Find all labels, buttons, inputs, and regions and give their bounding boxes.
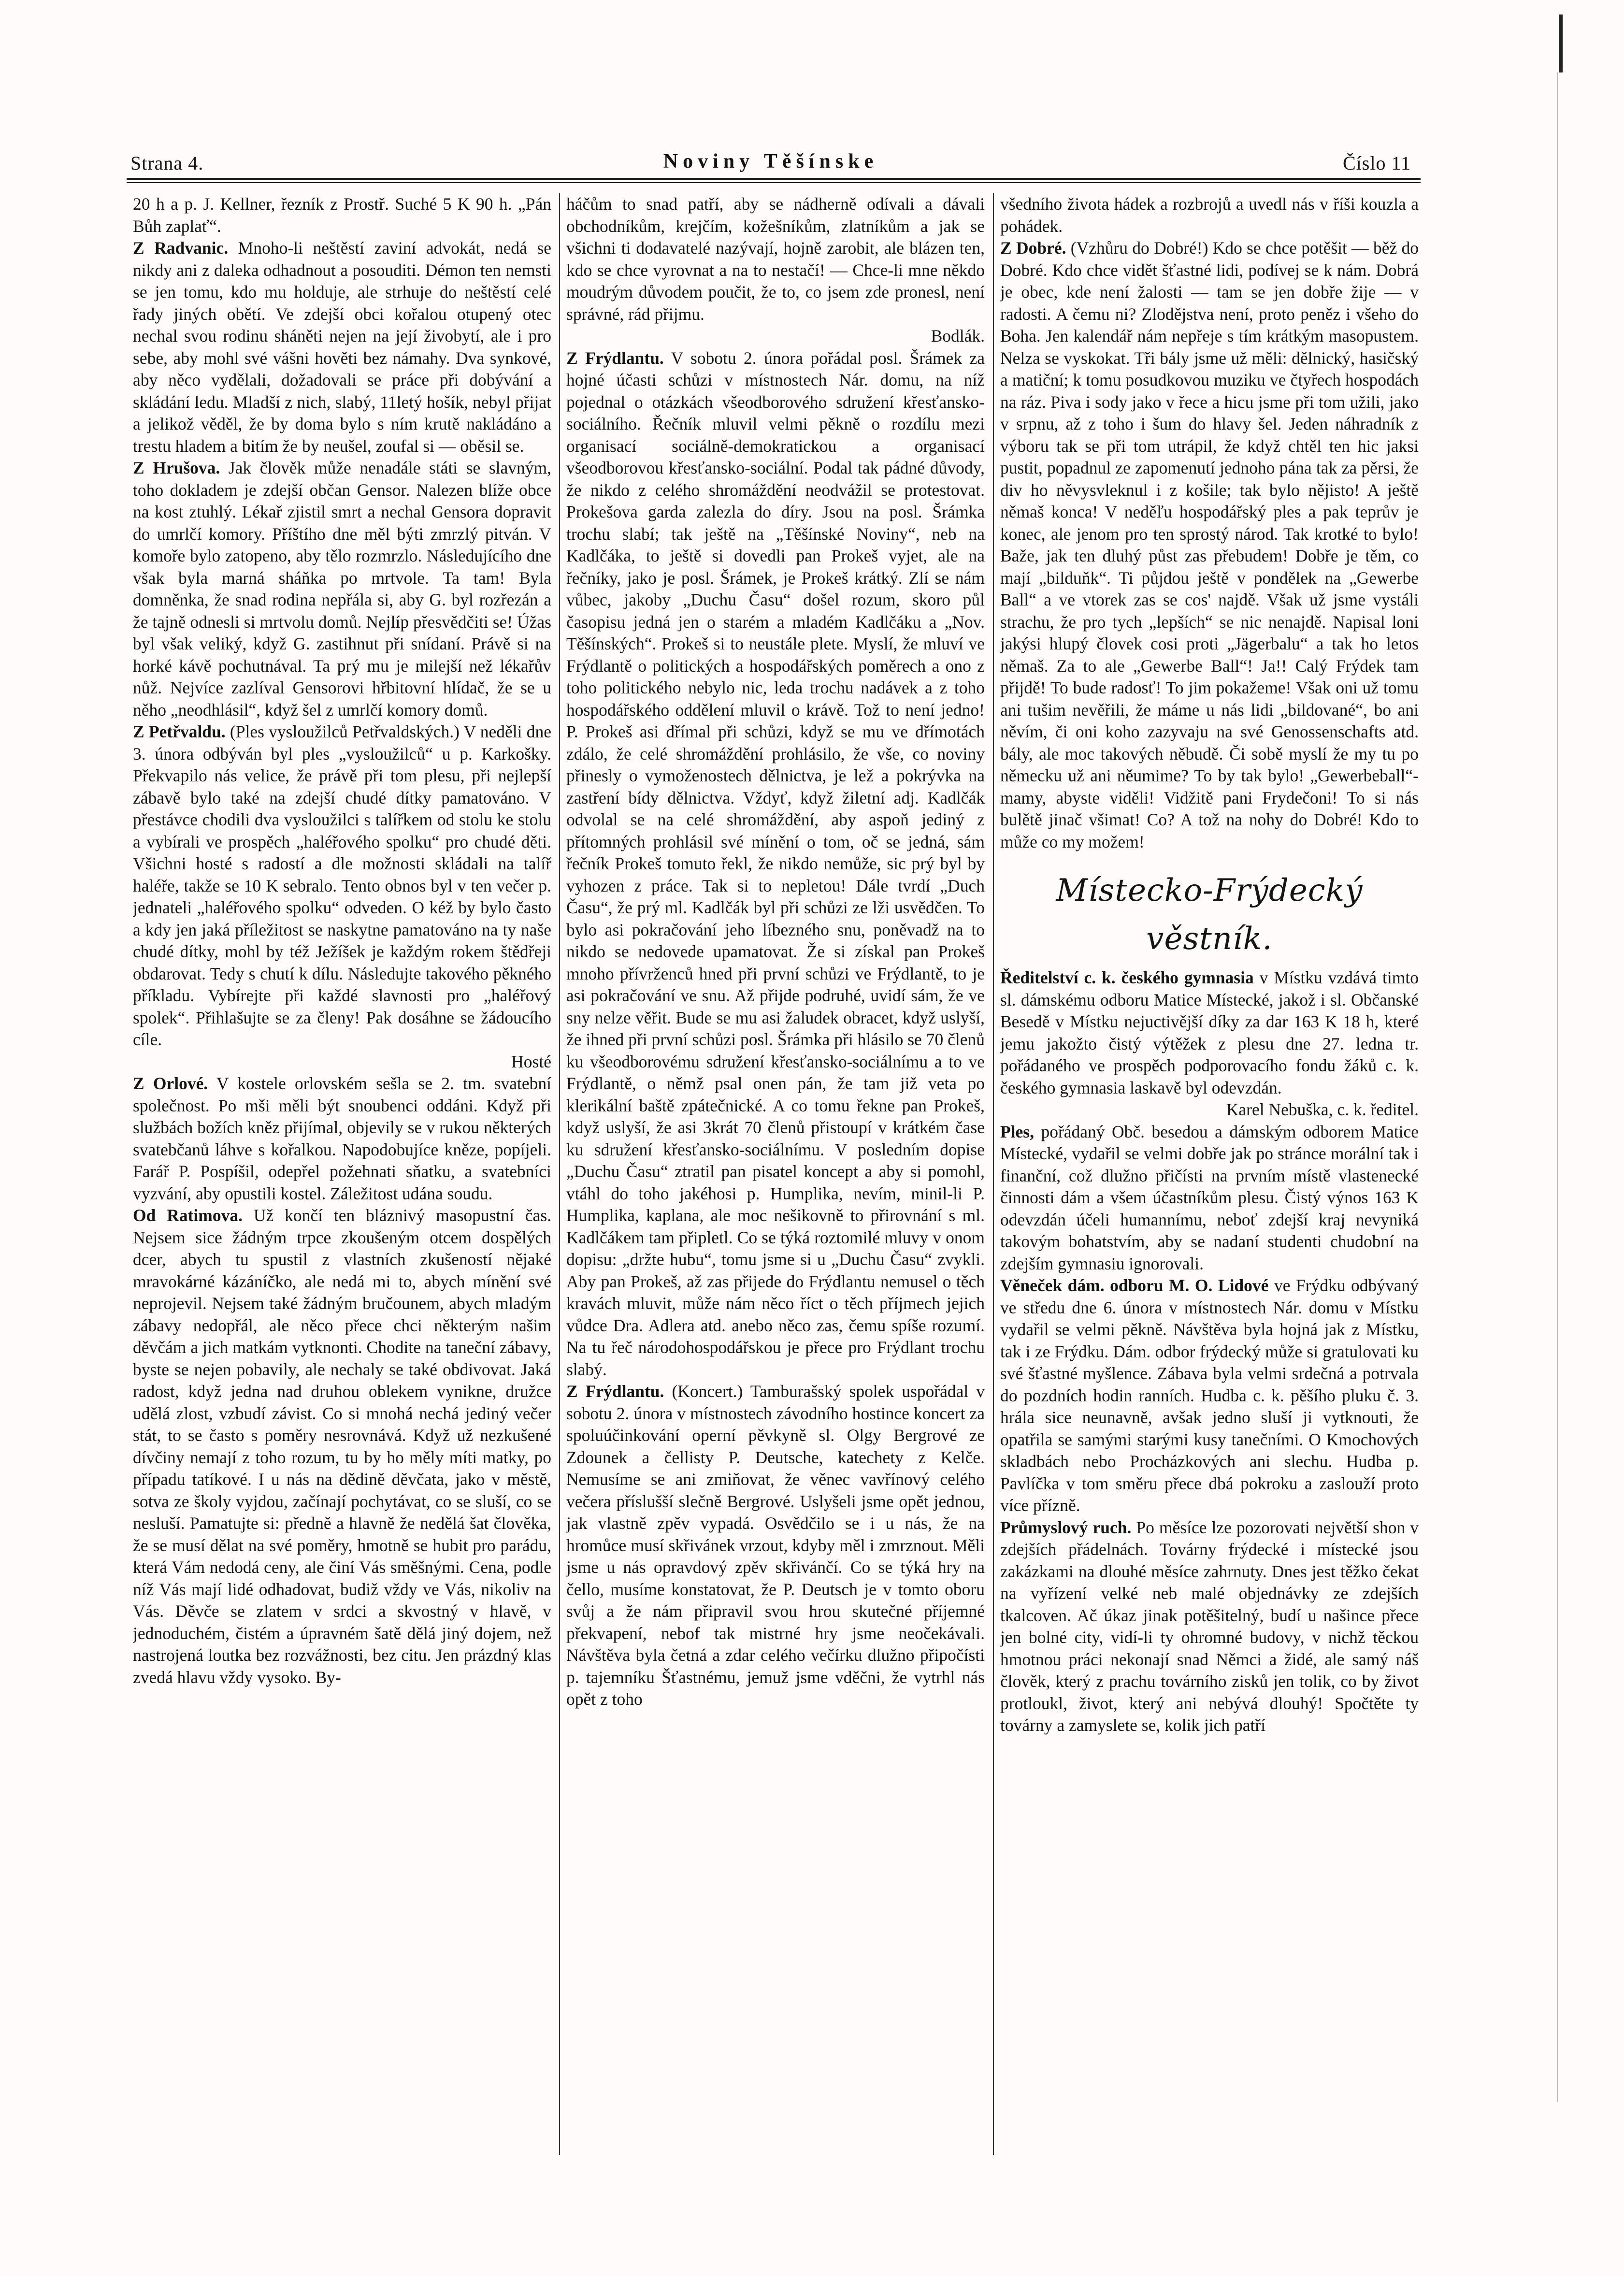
article-paragraph xyxy=(1000,193,1419,237)
article-paragraph xyxy=(1000,1121,1419,1275)
header-rule-thin xyxy=(127,182,1421,183)
article-paragraph xyxy=(566,347,985,1381)
article-text: (Vzhůru do Dobré!) Kdo se chce potěšit — běž do Dobré. Kdo chce vidět šťastné lidi, podívej se k nám. Dobrá je obec, kde není žalosti — tam se jen dobře žije — v radosti. A čemu ni? Zlodějstva není, proto peněz i všeho do Boha. Jen kalendář nám nepřeje s tím krátkým masopustem. Nelza se vyskokat. Tři bály jsme už měli: dělnický, hasičský a matiční; k tomu posudkovou muziku ve čtyřech hospodách na ráz. Piva i sody jako v řece a hicu jsme při tom užili, jako v srpnu, až z toho i šum do hlavy šel. Jeden náhradník z výboru tak se při tom utrápil, že když chtěl ten hic jaksi pustit, popadnul ze zapomenutí jednoho pána tak za pěrsi, že div ho něvysvleknul i z košile; tak bylo nějisto! A ještě němaš konca! V neděľu hospodářský ples a pak teprův je konec, ale jenom pro ten sprostý národ. Tak krotké to bylo! Baže, jak ten dluhý půst zas přebudem! Dobře je těm, co mají „bilduňk“. Ti půjdou ještě v pondělek na „Gewerbe Ball“ a ve vtorek zas se cos' najdě. Však už jsme vystáli strachu, že pro tych „lepších“ se nic nenajdě. Napisal loni jakýsi hlupý človek cosi proti „Jägerbalu“ a tak ho letos němaš. Za to ale „Gewerbe Ball“! Ja!! Calý Frýdek tam přijdě! To bude radosť! To jim pokažeme! Však oni už tomu ani tušim nevěřili, že máme u nás lidi „bildované“, bo ani něvím, či oni koho zazyvaju na své Genossenschafts atd. bály, ale moc takových něbudě. Či sobě myslí že my tu po německu už ani něumime? To by tak bylo! „Gewerbeball“-mamy, abyste viděli! Vidžitě pani Frydečoni! To si nás bulětě jinač všimat! Co? A tož na nohy do Dobré! Kdo to může co my možem! xyxy=(1000,238,1419,851)
article-text: Mnoho-li neštěstí zaviní advokát, nedá se nikdy ani z daleka odhadnout a posouditi. Démon ten nemsti se jen tomu, kdo mu holduje, ale strhuje do neštěstí celé řady jiných obětí. Ve zdejší obci kořalou otupený otec nechal svou rodinu sháněti nejen na její živobytí, ale i pro sebe, aby mohl své vášni hověti bez námahy. Dva synkové, aby něco vydělali, dožadovali se práce při dobývání a skládání ledu. Mladší z nich, slabý, 11letý hošík, nebyl přijat a jelikož věděl, že by doma bylo s ním krutě nakládáno a trestu hladem a bitím že by neušel, zoufal si — oběsil se. xyxy=(133,238,551,456)
article-text: všedního života hádek a rozbrojů a uvedl nás v říši kouzla a pohádek. xyxy=(1000,194,1419,236)
article-heading: Ples, xyxy=(1000,1122,1034,1141)
column-1 xyxy=(133,193,551,2165)
article-heading: Z Hrušova. xyxy=(133,458,220,477)
article-paragraph xyxy=(1000,967,1419,1121)
section-title: Místecko-Frýdecký věstník. xyxy=(1056,873,1363,957)
article-text: V kostele orlovském sešla se 2. tm. svatební společnost. Po mši měli být snoubenci oddáni. Když při službách božích kněz přijímal, objevily se v rukou některých svatebčanů láhve s kořalkou. Napodobujíce kněze, popíjeli. Farář P. Pospíšil, odepřel požehnati sňatku, a svatebníci vyzvání, aby opustili kostel. Záležitost udána soudu. xyxy=(133,1074,551,1203)
article-paragraph xyxy=(566,193,985,347)
article-text: V sobotu 2. února pořádal posl. Šrámek za hojné účasti schůzi v místnostech Nár. domu, na níž pojednal o otázkách všeodborového sdružení křesťansko-sociálního. Řečník mluvil velmi pěkně o rozdílu mezi organisací sociálně-demokratickou a organisací všeodborovou křesťansko-sociální. Podal tak pádné důvody, že nikdo z celého shromáždění neodvážil se protestovat. Prokešova garda zalezla do díry. Jsou na posl. Šrámka trochu slabí; tak ještě na „Těšínské Noviny“, neb na Kadlčáka, to ještě si dovedli pan Prokeš vyjet, ale na řečníky, jako je posl. Šrámek, je Prokeš krátký. Zlí se nám vůbec, jakoby „Duchu Času“ došel rozum, skoro půl časopisu jedná jen o starém a mladém Kadlčáku a „Nov. Těšínských“. Prokeš si to neustále plete. Myslí, že mluví ve Frýdlantě o politických a hospodářských poměrech a ono z toho politického nebylo nic, leda trochu nadávek a z toho hospodářského oddělení mluvil o krávě. Tož to není jedno! P. Prokeš asi dřímal při schůzi, když se mu ve dřímotách zdálo, že celé shromáždění prohlásilo, že vše, co noviny přinesly o vymoženostech dělnictva, je lež a pokrývka na zastření bídy dělnictva. Vždyť, když žiletní adj. Kadlčák odvolal se na celé shromáždění, aby aspoň jediný z přítomných prohlásil své mínění o tom, oč se jedná, sám řečník Prokeš tomuto řekl, že nikdo nemůže, sic prý byl by vyhozen z práce. Tak si to nepletou! Dále tvrdí „Duch Času“, že prý ml. Kadlčák byl při schůzi ze lži usvědčen. To bylo asi pokračování jeho líbezného snu, poněvadž na to nikdo se nedovede upamatovat. Že si získal pan Prokeš mnoho přívrženců hned při první schůzi ve Frýdlantě, to je asi pokračování ve snu. Až přijde podruhé, uvidí sám, že ve sny nelze věřit. Bude se mu asi žaludek obracet, když uslyší, že ihned při první schůzi posl. Šrámka při hlásilo se 70 členů ku všeodborovému sdružení křesťansko-sociálnímu a to ve Frýdlantě, o němž psal onen pán, že tam již veta po klerikální baště zpátečnické. A co tomu řekne pan Prokeš, když uslyší, že asi 3krát 70 členů přistoupí v krátkém čase ku sdružení křesťansko-sociálnímu. V posledním dopise „Duchu Času“ ztratil pan pisatel koncept a aby si pomohl, vtáhl do toho jakéhosi p. Humplika, nevím, minil-li P. Humplika, kaplana, ale moc nešikovně to přirovnání s ml. Kadlčákem tam připletl. Co se týká roztomilé mluvy v onom dopisu: „držte hubu“, tomu jsme si u „Duchu Času“ zvykli. Aby pan Prokeš, až zas přijede do Frýdlantu nemusel o těch kravách mluvit, může nám něco říct o těch příjmech jejich vůdce Dra. Adlera atd. anebo něco zas, čemu spíše rozumí. Na tu řeč národohospodářskou je přece pro Frýdlant trochu slabý. xyxy=(566,348,985,1379)
article-signature: Hosté xyxy=(511,1052,551,1071)
column-rule xyxy=(559,193,560,2155)
article-heading: Z Dobré. xyxy=(1000,238,1066,258)
page-header xyxy=(130,144,1411,183)
article-paragraph xyxy=(1000,1517,1419,1737)
article-paragraph xyxy=(133,237,551,457)
article-signature: Bodlák. xyxy=(931,326,985,346)
article-heading: Z Frýdlantu. xyxy=(566,1382,664,1401)
article-paragraph xyxy=(133,1073,551,1205)
article-heading: Průmyslový ruch. xyxy=(1000,1517,1132,1537)
article-text: 20 h a p. J. Kellner, řezník z Prostř. Suché 5 K 90 h. „Pán Bůh zaplať“. xyxy=(133,194,551,236)
article-paragraph xyxy=(133,1205,551,1688)
article-paragraph xyxy=(566,1381,985,1711)
article-text: pořádaný Obč. besedou a dámským odborem Matice Místecké, vydařil se velmi dobře jak po stránce morální tak i finanční, což dlužno přičísti na prvním místě vlastenecké činnosti dám a všem účastníkům plesu. Čistý výnos 163 K odevzdán účeli humannímu, neboť zdejší kraj nevyniká takovým bohatstvím, aby se nadaní studenti chudobní na zdejším gymnasiu ignorovali. xyxy=(1000,1122,1419,1273)
article-paragraph xyxy=(133,457,551,721)
article-text: (Ples vysloužilců Petřvaldských.) V neděli dne 3. února odbýván byl ples „vysloužilců“ u p. Karkošky. Překvapilo nás velice, že právě při tom plesu, při nejlepší zábavě bylo také na zdejší chudé dítky pamatováno. V přestávce chodili dva vysloužilci s talířkem od stolu ke stolu a vybírali ve prospěch „haléřového spolku“ pro chudé děti. Všichni hosté s radostí a dle možnosti skládali na talíř haléře, takže se 10 K sebralo. Tento obnos byl v ten večer p. jednateli „haléřového spolku“ odveden. O kéž by bylo často a kdy jen jaká příležitost se naskytne pamatováno na ty naše chudé dítky, mohl by též Ježíšek je každým rokem štědřeji obdarovat. Tedy s chutí k dílu. Následujte takového pěkného příkladu. Vybírejte při každé slavnosti pro „haléřový spolek“. Přihlašujte se za členy! Pak dosáhne se žádoucího cíle. xyxy=(133,722,551,1049)
header-rule xyxy=(127,178,1421,180)
article-heading: Z Radvanic. xyxy=(133,238,229,258)
article-heading: Z Orlové. xyxy=(133,1074,208,1093)
article-heading: Věneček dám. odboru M. O. Lidové xyxy=(1000,1276,1269,1295)
article-text: háčům to snad patří, aby se nádherně odívali a dávali obchodníkům, krejčím, kožešníkům, zlatníkům a jak se všichni ti dodavatelé nazývají, hojně zarobit, ale blázen ten, kdo se chce vyrovnat a na to nestačí! — Chce-li mne někdo moudrým důvodem poučit, že to, co jsem zde pronesl, není správné, rád přijmu. xyxy=(566,194,985,324)
column-2 xyxy=(566,193,985,2165)
article-signature: Karel Nebuška, c. k. ředitel. xyxy=(1226,1100,1419,1119)
scan-edge-line xyxy=(1557,72,1558,2102)
article-paragraph xyxy=(1000,237,1419,853)
article-text: v Místku vzdává timto sl. dámskému odboru Matice Místecké, jakož i sl. Občanské Besedě v Místku nejuctivější díky za dar 163 K 18 h, které jemu jakožto čistý výtěžek z plesu dne 27. ledna tr. pořádaného ve prospěch podporovacího fondu žáků c. k. českého gymnasia laskavě byl odevzdán. xyxy=(1000,968,1419,1097)
article-text: Po měsíce lze pozorovati největší shon v zdejších přádelnách. Továrny frýdecké i místecké jsou zakázkami na dlouhé měsíce zahrnuty. Dnes jest těžko čekat na vyřízení velké neb malé objednávky ze zdejších tkalcoven. Ač úkaz jinak potěšitelný, budí u našince přece jen bolné city, vidí-li ty ohromné budovy, v nichž těckou hmotnou práci nekonají snad Němci a židé, ale samý náš člověk, který z prachu továrního zisků jen tolik, co by život protloukl, život, který ani nebývá dlouhý! Spočtěte ty továrny a zamyslete se, kolik jich patří xyxy=(1000,1517,1419,1735)
column-3 xyxy=(1000,193,1419,2165)
article-text: ve Frýdku odbývaný ve středu dne 6. února v místnostech Nár. domu v Místku vydařil se velmi pěkně. Návštěva byla hojná jak z Místku, tak i ze Frýdku. Dám. odbor frýdecký může si gratulovati ku své šťastné myšlence. Zábava byla velmi srdečná a potrvala do pozdních hodin ranních. Hudba c. k. pěšího pluku č. 3. hrála sice neunavně, avšak jedno sluší ji vytknouti, že opatřila se samými starými kusy tanečními. O Kmochových skladbách nebo Procházkových ani slechu. Hudba p. Pavlíčka v tom směru přece dbá pokroku a zaslouží proto více přízně. xyxy=(1000,1276,1419,1515)
article-paragraph xyxy=(133,193,551,237)
article-paragraph xyxy=(133,721,551,1073)
article-text: (Koncert.) Tamburašský spolek uspořádal v sobotu 2. února v místnostech závodního hostince koncert za spoluúčinkování operní pěvkyně sl. Olgy Bergrové ze Zdounek a čellisty P. Deutsche, katechety z Kelče. Nemusíme se ani zmiňovat, že věnec vavřínový celého večera příslušší slečně Bergrové. Uslyšeli jsme opět jednou, jak vlastně zpěv vypadá. Osvědčilo se i u nás, že na hromůce musí skřivánek vrzout, kdyby měl i zmrznout. Měli jsme u nás opravdový zpěv skřivánčí. Co se týká hry na čello, musíme konstatovat, že P. Deutsch je v tomto oboru svůj a že nám připravil svou hrou skutečné příjemné překvapení, nebof tak mistrné hry jsme neočekávali. Návštěva byla četná a zdar celého večírku dlužno připočísti p. tajemníku Šťastnému, jemuž jsme vděčni, že vytrhl nás opět z toho xyxy=(566,1382,985,1709)
article-text: Už končí ten bláznivý masopustní čas. Nejsem sice žádným trpce zkoušeným otcem dospělých dcer, abych tu spustil z vlastních zkušeností nějaké mravokárné kázáníčko, ale nedá mi to, abych mínění své neprojevil. Nejsem také žádným bručounem, abych mladým zábavy nedopřál, ale něco přece chci některým našim děvčám a jich matkám vytknonti. Chodite na taneční zábavy, byste se nejen pobavily, ale nechaly se také obdivovat. Jaká radost, když jedna nad druhou oblekem vynikne, družce udělá zlost, vzbudí závist. Co si mnohá nechá jediný večer stát, to se často s poměry nesrovnává. Když už nezkušené dívčiny nemají z toho rozum, tu by ho měly míti matky, po případu tatíkové. I u nás na dědině děvčata, jako v městě, sotva ze školy vyjdou, začínají pochytávat, co se sluší, co se nesluší. Pamatujte si: předně a hlavně že nedělá šat člověka, že se musí dělat na své poměry, hmotně se hubit pro parádu, která Vám nedodá ceny, ale činí Vás směšnými. Cena, podle níž Vás mají lidé odhadovat, budiž vždy ve Vás, nikoliv na Vás. Děvče se zlatem v srdci a skvostný v hlavě, v jednoduchém, čistém a úpravném šatě dělá jiný dojem, než nastrojená loutka bez rozvážnosti, bez citu. Jen prázdný klas zvedá hlavu vždy vysoko. By- xyxy=(133,1206,551,1687)
column-rule xyxy=(993,193,994,2155)
newspaper-title: Noviny Těšínske xyxy=(663,150,878,173)
article-heading: Z Petřvaldu. xyxy=(133,722,226,741)
scan-edge-mark xyxy=(1559,14,1563,72)
issue-number: Číslo 11 xyxy=(1343,152,1411,174)
page-number: Strana 4. xyxy=(130,152,204,174)
article-text: Jak člověk může nenadále státi se slavným, toho dokladem je zdejší občan Gensor. Nalezen blíže obce na kost ztuhlý. Lékař zjistil smrt a nechal Gensora dopravit do umrlčí komory. Příštího dne měl býti zmrzlý pitván. V komoře bylo zatopeno, aby tělo rozmrzlo. Následujícího dne však byla marná sháňka po mrtvole. Ta tam! Byla domněnka, že snad rodina nepřála si, aby G. byl rozřezán a že tajně odnesli si mrtvolu domů. Nejlíp přesvědčiti se! Úžas byl však veliký, když G. zastihnut při snídaní. Právě si na horké kávě pochutnával. Ta prý mu je milejší než lékařův nůž. Nejvíce zazlíval Gensorovi hřbitovní hlídač, že se u něho „neodhlásil“, když šel z umrlčí komory domů. xyxy=(133,458,551,720)
article-heading: Z Frýdlantu. xyxy=(566,348,664,368)
article-heading: Od Ratimova. xyxy=(133,1206,243,1225)
article-paragraph xyxy=(1000,1275,1419,1517)
article-heading: Ředitelství c. k. českého gymnasia xyxy=(1000,968,1254,987)
